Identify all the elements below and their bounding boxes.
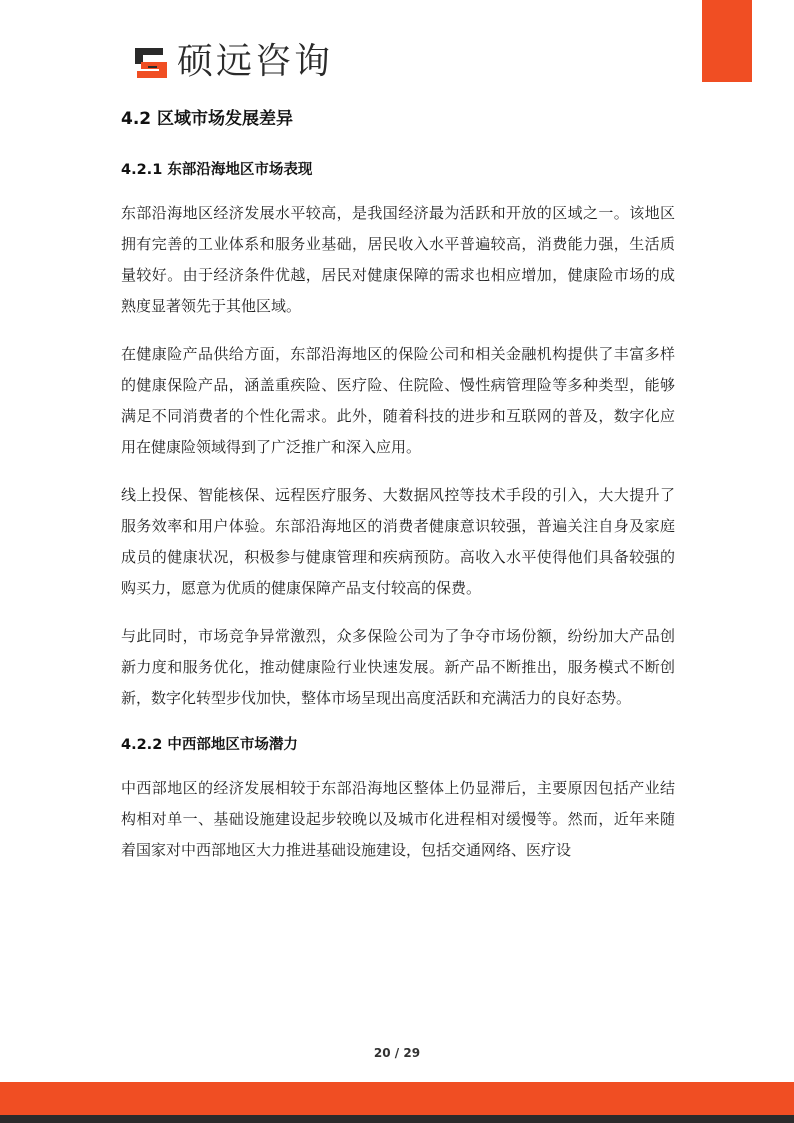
paragraph: 在健康险产品供给方面，东部沿海地区的保险公司和相关金融机构提供了丰富多样的健康保险产品，涵盖重疾险、医疗险、住院险、慢性病管理险等多种类型，能够满足不同消费者的个性化需求。此外，随着科技的进步和互联网的普及，数字化应用在健康险领域得到了广泛推广和深入应用。 bbox=[121, 345, 675, 456]
page-number: 20 / 29 bbox=[373, 1046, 421, 1060]
brand-name: 硕远咨询 bbox=[177, 41, 334, 82]
footer-dark-strip bbox=[0, 1115, 794, 1123]
paragraph: 东部沿海地区经济发展水平较高，是我国经济最为活跃和开放的区域之一。该地区拥有完善的工业体系和服务业基础，居民收入水平普遍较高，消费能力强，生活质量较好。由于经济条件优越，居民对健康保障的需求也相应增加，健康险市场的成熟度显著领先于其他区域。 bbox=[121, 204, 675, 315]
paragraph: 线上投保、智能核保、远程医疗服务、大数据风控等技术手段的引入，大大提升了服务效率和用户体验。东部沿海地区的消费者健康意识较强，普遍关注自身及家庭成员的健康状况，积极参与健康管理和疾病预防。高收入水平使得他们具备较强的购买力，愿意为优质的健康保障产品支付较高的保费。 bbox=[121, 486, 675, 597]
subsection-heading-east: 4.2.1 东部沿海地区市场表现 bbox=[121, 162, 313, 178]
section-heading: 4.2 区域市场发展差异 bbox=[121, 109, 294, 129]
brand-logo bbox=[131, 40, 333, 84]
paragraph: 中西部地区的经济发展相较于东部沿海地区整体上仍显滞后，主要原因包括产业结构相对单一、基础设施建设起步较晚以及城市化进程相对缓慢等。然而，近年来随着国家对中西部地区大力推进基础设施建设，包括交通网络、医疗设 bbox=[121, 779, 675, 859]
paragraph: 与此同时，市场竞争异常激烈，众多保险公司为了争夺市场份额，纷纷加大产品创新力度和服务优化，推动健康险行业快速发展。新产品不断推出，服务模式不断创新，数字化转型步伐加快，整体市场呈现出高度活跃和充满活力的良好态势。 bbox=[121, 627, 675, 707]
document-body bbox=[121, 104, 675, 883]
corner-accent-tab bbox=[702, 0, 752, 82]
footer-accent-band bbox=[0, 1082, 794, 1115]
subsection-heading-central-west: 4.2.2 中西部地区市场潜力 bbox=[121, 737, 298, 753]
brand-mark-icon bbox=[131, 42, 171, 82]
